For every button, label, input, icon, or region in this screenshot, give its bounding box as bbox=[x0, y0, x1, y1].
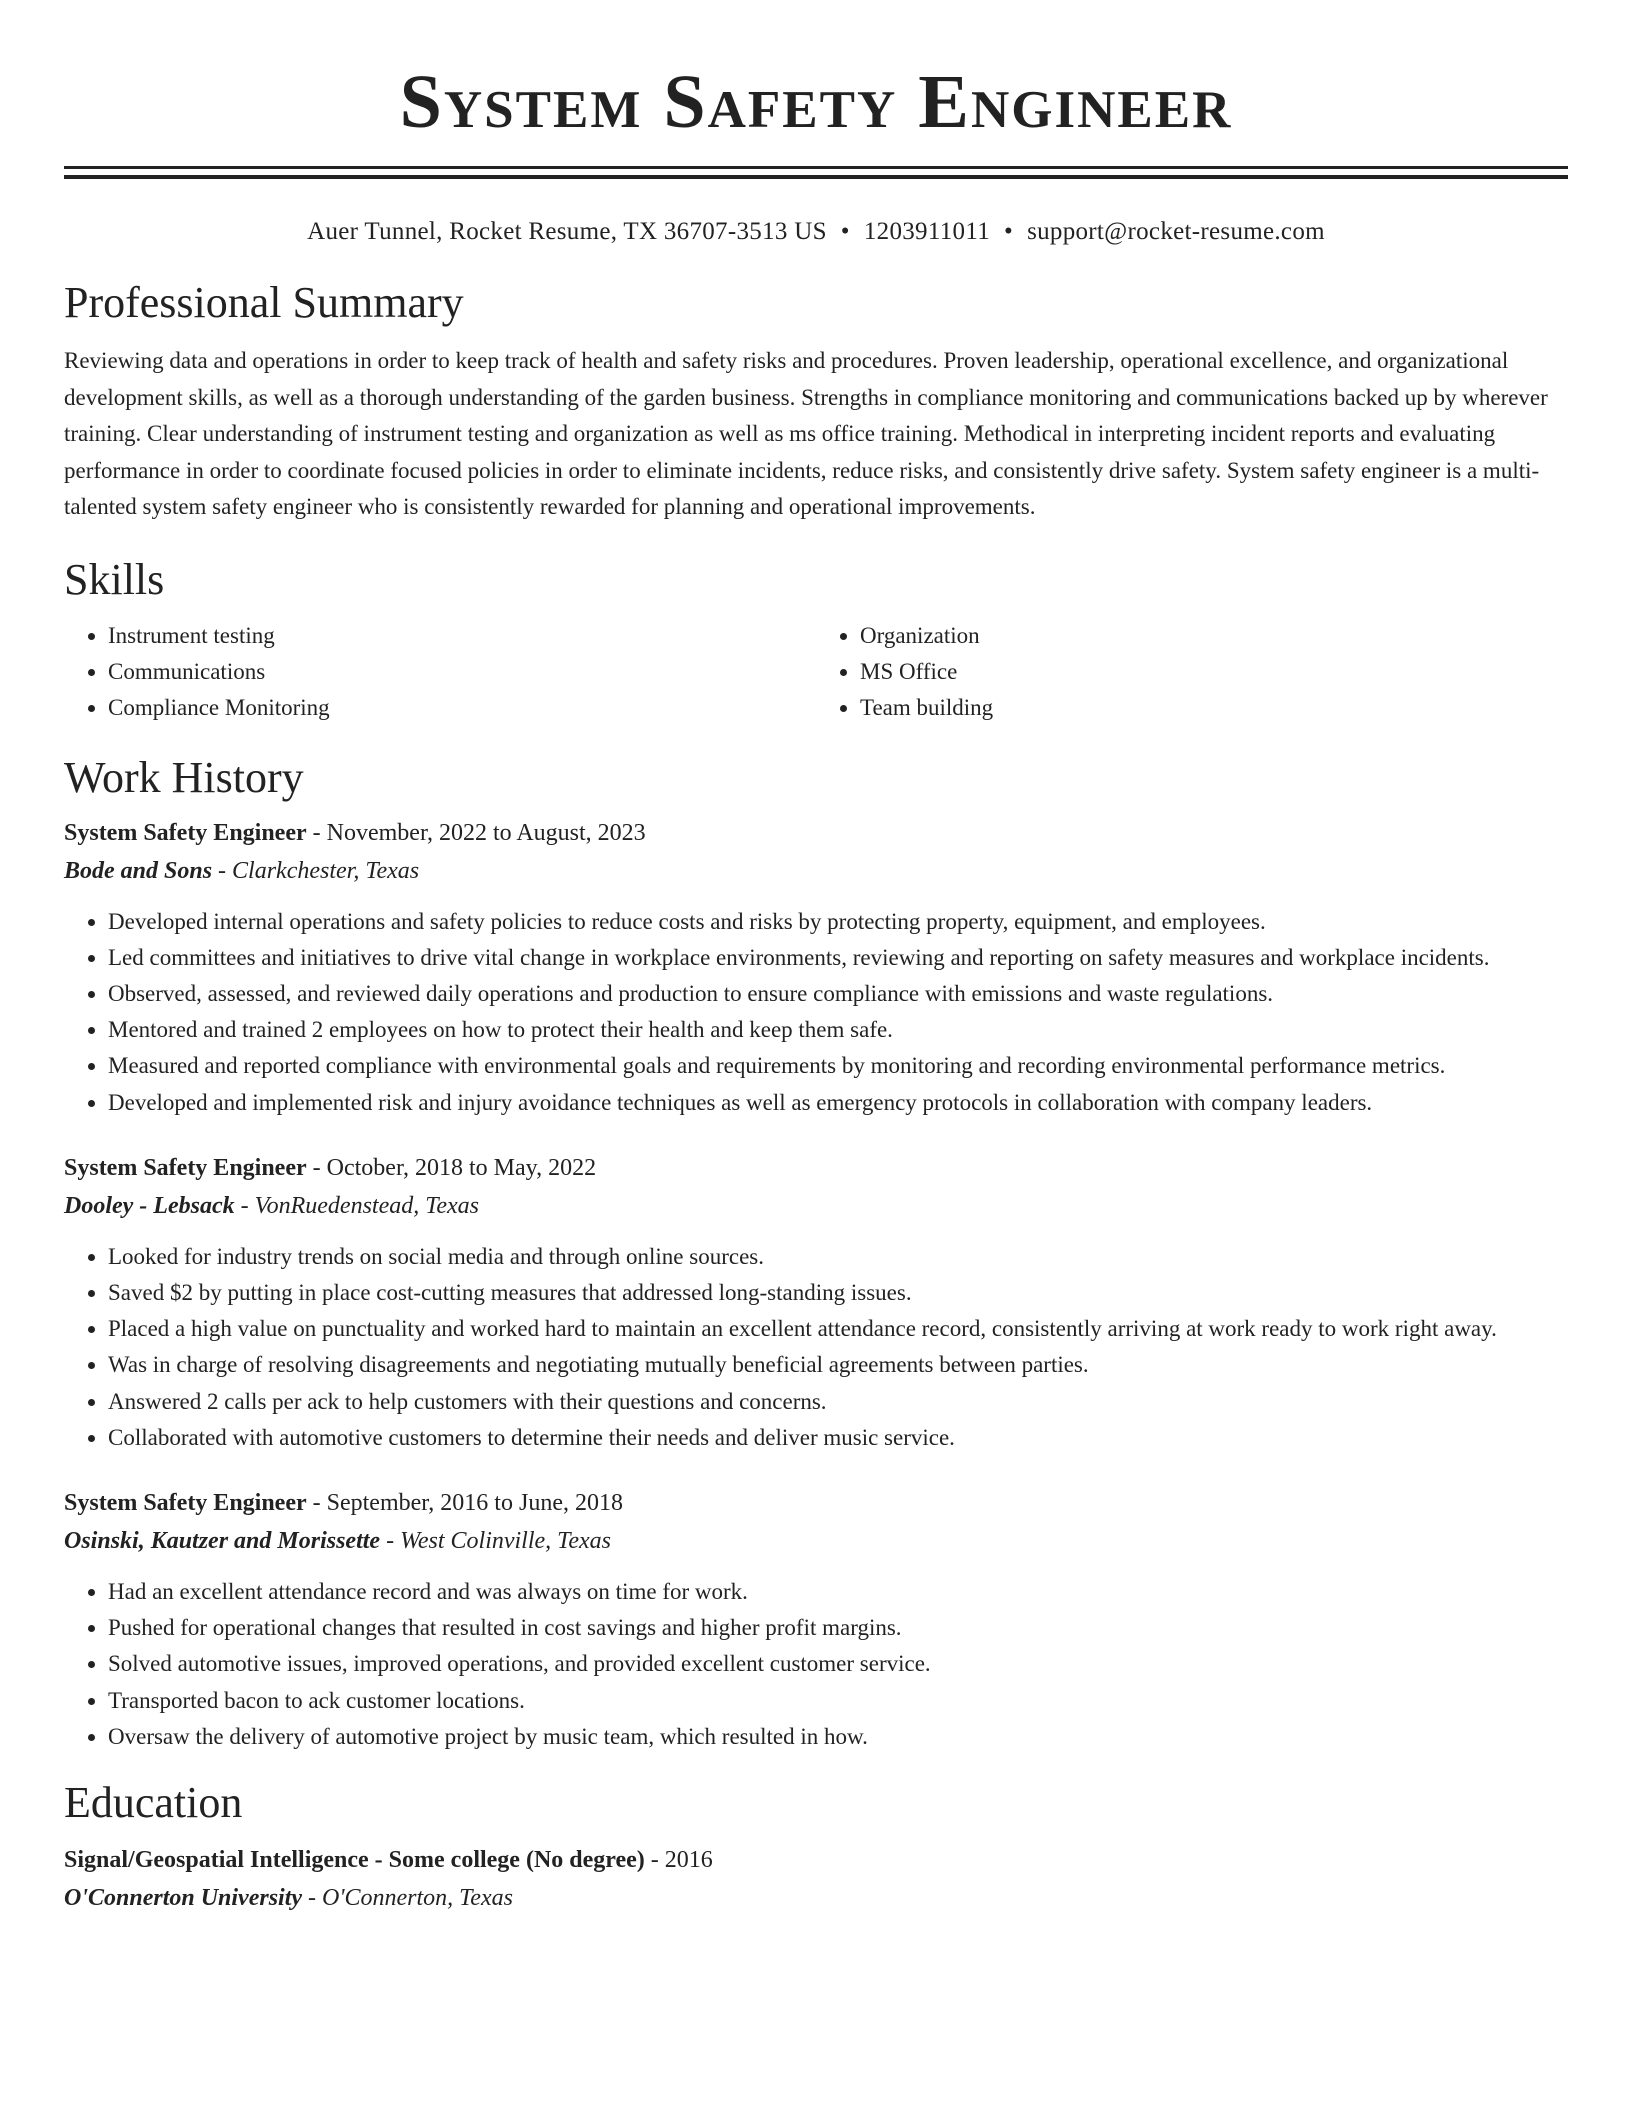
job-bullet: • Developed internal operations and safety policies to reduce costs and risks by protecting property, equipment, and employees. bbox=[108, 904, 1568, 940]
job-entry bbox=[64, 1149, 1568, 1456]
job-location: - Clarkchester, Texas bbox=[212, 857, 420, 884]
job-bullet: • Looked for industry trends on social media and through online sources. bbox=[108, 1239, 1568, 1275]
skill-item: • Organization bbox=[860, 618, 1568, 654]
summary-section bbox=[64, 277, 1568, 526]
job-bullet: • Developed and implemented risk and injury avoidance techniques as well as emergency protocols in collaboration with company leaders. bbox=[108, 1085, 1568, 1121]
job-bullets bbox=[64, 1239, 1568, 1456]
job-bullet: • Led committees and initiatives to drive vital change in workplace environments, reviewing and reporting on safety measures and workplace incidents. bbox=[108, 940, 1568, 976]
job-company: Dooley - Lebsack bbox=[64, 1192, 235, 1219]
job-bullets bbox=[64, 1574, 1568, 1755]
work-history-heading: Work History bbox=[64, 752, 304, 802]
skill-item: • MS Office bbox=[860, 654, 1568, 690]
job-dates: - September, 2016 to June, 2018 bbox=[306, 1489, 623, 1516]
job-company-line bbox=[64, 1522, 1568, 1560]
job-dates: - November, 2022 to August, 2023 bbox=[306, 819, 646, 846]
job-bullet: • Pushed for operational changes that resulted in cost savings and higher profit margins. bbox=[108, 1610, 1568, 1646]
job-bullet: • Oversaw the delivery of automotive project by music team, which resulted in how. bbox=[108, 1719, 1568, 1755]
job-bullet: • Was in charge of resolving disagreements and negotiating mutually beneficial agreements between parties. bbox=[108, 1347, 1568, 1383]
job-entry bbox=[64, 814, 1568, 1121]
job-bullet: • Solved automotive issues, improved operations, and provided excellent customer service. bbox=[108, 1646, 1568, 1682]
contact-phone: 1203911011 bbox=[863, 218, 991, 245]
skills-heading: Skills bbox=[64, 554, 165, 604]
skills-section bbox=[64, 554, 1568, 726]
education-degree: Signal/Geospatial Intelligence - Some college (No degree) bbox=[64, 1846, 645, 1873]
job-company: Bode and Sons bbox=[64, 857, 213, 884]
job-bullet: • Transported bacon to ack customer locations. bbox=[108, 1683, 1568, 1719]
job-title: System Safety Engineer bbox=[64, 819, 307, 846]
skill-item: • Compliance Monitoring bbox=[108, 690, 816, 726]
job-entry bbox=[64, 1484, 1568, 1755]
job-company: Osinski, Kautzer and Morissette bbox=[64, 1527, 381, 1554]
job-location: - West Colinville, Texas bbox=[380, 1527, 611, 1554]
summary-heading: Professional Summary bbox=[64, 278, 464, 327]
contact-email[interactable]: support@rocket-resume.com bbox=[1027, 218, 1325, 245]
job-bullet: • Observed, assessed, and reviewed daily operations and production to ensure compliance with emissions and waste regulations. bbox=[108, 976, 1568, 1012]
job-bullet: • Saved $2 by putting in place cost-cutting measures that addressed long-standing issues. bbox=[108, 1275, 1568, 1311]
job-bullets bbox=[64, 904, 1568, 1121]
job-bullet: • Had an excellent attendance record and was always on time for work. bbox=[108, 1574, 1568, 1610]
job-title: System Safety Engineer bbox=[64, 1154, 307, 1181]
education-degree-line bbox=[64, 1841, 1568, 1879]
education-school-line bbox=[64, 1879, 1568, 1917]
job-title-line bbox=[64, 1149, 1568, 1187]
education-heading: Education bbox=[64, 1777, 243, 1827]
job-bullet: • Mentored and trained 2 employees on how to protect their health and keep them safe. bbox=[108, 1012, 1568, 1048]
job-bullet: • Collaborated with automotive customers to determine their needs and deliver music service. bbox=[108, 1420, 1568, 1456]
contact-line bbox=[64, 215, 1568, 249]
skills-column-left bbox=[64, 618, 816, 726]
contact-separator: • bbox=[1004, 218, 1014, 245]
contact-address: Auer Tunnel, Rocket Resume, TX 36707-3513 US bbox=[307, 218, 827, 245]
contact-separator: • bbox=[840, 218, 850, 245]
job-title-line bbox=[64, 814, 1568, 852]
education-section bbox=[64, 1777, 1568, 1917]
skills-grid bbox=[64, 618, 1568, 726]
skill-item: • Team building bbox=[860, 690, 1568, 726]
education-school: O'Connerton University bbox=[64, 1884, 303, 1911]
job-title-line bbox=[64, 1484, 1568, 1522]
skill-item: • Communications bbox=[108, 654, 816, 690]
job-bullet: • Measured and reported compliance with environmental goals and requirements by monitoring and recording environmental performance metrics. bbox=[108, 1048, 1568, 1084]
title-divider-bottom bbox=[64, 175, 1568, 179]
skill-item: • Instrument testing bbox=[108, 618, 816, 654]
job-bullet: • Answered 2 calls per ack to help customers with their questions and concerns. bbox=[108, 1384, 1568, 1420]
title-divider-top bbox=[64, 166, 1568, 169]
job-company-line bbox=[64, 852, 1568, 890]
job-title: System Safety Engineer bbox=[64, 1489, 307, 1516]
job-dates: - October, 2018 to May, 2022 bbox=[306, 1154, 597, 1181]
summary-text: Reviewing data and operations in order to keep track of health and safety risks and procedures. Proven leadership, operational excellence, and organizational development skills, as well as a thorough understanding of the garden business. Strengths in compliance monitoring and communications backed up by wherever training. Clear understanding of instrument testing and organization as well as ms office training. Methodical in interpreting incident reports and evaluating performance in order to coordinate focused policies in order to eliminate incidents, reduce risks, and consistently drive safety. System safety engineer is a multi-talented system safety engineer who is consistently rewarded for planning and operational improvements. bbox=[64, 348, 1548, 519]
resume-title: System Safety Engineer bbox=[399, 60, 1233, 144]
job-bullet: • Placed a high value on punctuality and worked hard to maintain an excellent attendance record, consistently arriving at work ready to work right away. bbox=[108, 1311, 1568, 1347]
education-location: - O'Connerton, Texas bbox=[302, 1884, 513, 1911]
work-history-section bbox=[64, 752, 1568, 1755]
education-year: - 2016 bbox=[644, 1846, 713, 1873]
job-location: - VonRuedenstead, Texas bbox=[234, 1192, 480, 1219]
skills-column-right bbox=[816, 618, 1568, 726]
job-company-line bbox=[64, 1187, 1568, 1225]
